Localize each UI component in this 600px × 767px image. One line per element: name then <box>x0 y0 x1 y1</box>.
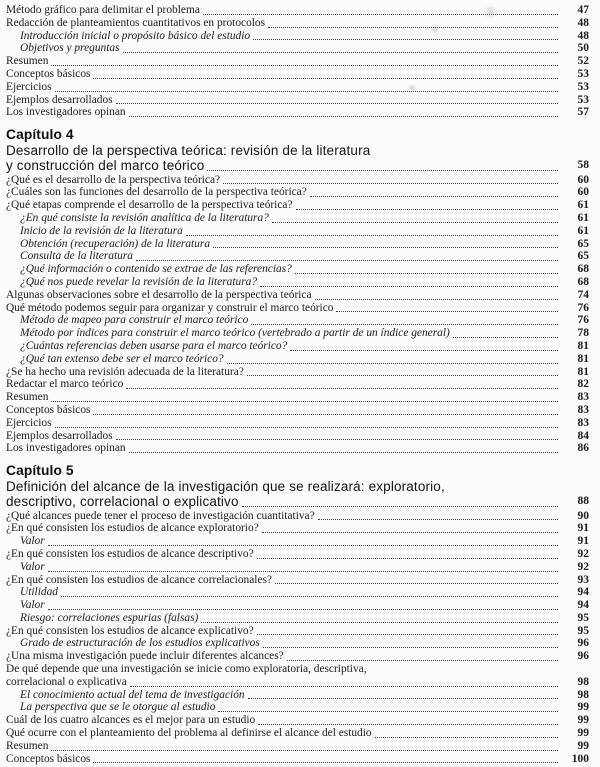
toc-entry-text: Introducción inicial o propósito básico del estudio <box>20 29 251 42</box>
page-number: 53 <box>577 67 589 80</box>
dot-leader <box>51 391 558 402</box>
toc-entry-text: Método de mapeo para construir el marco teórico <box>20 314 249 327</box>
chapter-section <box>6 462 589 765</box>
toc-entry <box>6 625 589 638</box>
page-number: 76 <box>577 301 589 314</box>
toc-entry <box>6 212 589 225</box>
page-number: 53 <box>577 80 589 93</box>
page-number: 100 <box>571 752 589 765</box>
page-number: 99 <box>577 739 589 752</box>
toc-entry <box>6 17 589 30</box>
toc-entry <box>6 30 589 43</box>
dot-leader <box>260 276 558 287</box>
toc-entry <box>6 650 589 663</box>
page-number: 58 <box>577 159 589 172</box>
page-number: 99 <box>577 727 589 740</box>
toc-entry-text: Los investigadores opinan <box>6 442 126 455</box>
dot-leader <box>295 263 558 274</box>
dot-leader <box>223 174 558 185</box>
toc-entry <box>6 727 589 740</box>
toc-entry <box>6 314 589 327</box>
page-number: 99 <box>577 714 589 727</box>
toc-entry-text: Obtención (recuperación) de la literatura <box>20 237 211 250</box>
toc-entry <box>6 417 589 430</box>
toc-entry-text: ¿En qué consiste la revisión analítica de la literatura? <box>20 211 269 224</box>
page-number: 83 <box>577 416 589 429</box>
dot-leader <box>201 612 558 623</box>
toc-entry <box>6 327 589 340</box>
dot-leader <box>290 340 558 351</box>
dot-leader <box>126 378 558 389</box>
page-number: 48 <box>577 29 589 42</box>
toc-entry-text: Grado de estructuración de los estudios explicativos <box>20 637 260 650</box>
toc-entry-text: Valor <box>20 535 45 548</box>
page-number: 84 <box>577 429 589 442</box>
toc-entry <box>6 4 589 17</box>
toc-entry <box>6 186 589 199</box>
dot-leader <box>207 158 558 170</box>
toc-entry-text: Conceptos básicos <box>6 752 91 765</box>
toc-entry-text: ¿Una misma investigación puede incluir diferentes alcances? <box>6 650 284 663</box>
page-number: 47 <box>577 4 589 16</box>
toc-entry <box>6 599 589 612</box>
toc-entry-text: ¿Se ha hecho una revisión adecuada de la literatura? <box>6 365 244 378</box>
dot-leader <box>51 55 558 66</box>
toc-entry-text: Conceptos básicos <box>6 403 91 416</box>
toc-entry <box>6 535 589 548</box>
page-number: 81 <box>577 352 589 365</box>
toc-entry-text: Resumen <box>6 739 49 752</box>
toc-entry <box>6 442 589 455</box>
toc-entry <box>6 106 589 119</box>
chapter-title-line: Desarrollo de la perspectiva teórica: revisión de la literatura <box>6 143 371 159</box>
toc-entry <box>6 510 589 523</box>
dot-leader <box>116 94 558 105</box>
page-number: 76 <box>577 314 589 327</box>
page-number: 74 <box>577 288 589 301</box>
dot-leader <box>116 430 558 441</box>
toc-entry-text: Valor <box>20 599 45 612</box>
dot-leader <box>263 637 558 648</box>
toc-entry <box>6 714 589 727</box>
toc-entry-text: ¿Qué etapas comprende el desarrollo de la perspectiva teórica? <box>6 199 293 212</box>
toc-entry-first-line: De qué depende que una investigación se inicie como exploratoria, descriptiva, <box>6 663 367 676</box>
dot-leader <box>242 494 558 506</box>
dot-leader <box>258 714 558 725</box>
toc-entry-text: Redacción de planteamientos cuantitativos en protocolos <box>6 16 266 29</box>
dot-leader <box>275 574 558 585</box>
dot-leader <box>136 250 558 261</box>
page-number: 91 <box>577 522 589 535</box>
dot-leader <box>310 186 558 197</box>
toc-entry <box>6 701 589 714</box>
toc-entry-text: ¿Qué nos puede revelar la revisión de la literatura? <box>20 275 258 288</box>
page-number: 88 <box>577 495 589 508</box>
dot-leader <box>213 238 558 249</box>
toc-entry <box>6 740 589 753</box>
toc-entry-text: Ejemplos desarrollados <box>6 93 113 106</box>
dot-leader <box>296 199 558 210</box>
page-number: 94 <box>577 586 589 599</box>
toc-entry-text: Ejemplos desarrollados <box>6 429 113 442</box>
toc-entry-text: Utilidad <box>20 586 58 599</box>
toc-entry <box>6 340 589 353</box>
toc-entry-text: Los investigadores opinan <box>6 106 126 119</box>
dot-leader <box>129 442 558 453</box>
dot-leader <box>248 689 558 700</box>
dot-leader <box>93 68 558 79</box>
page-number: 86 <box>577 442 589 455</box>
page-number: 82 <box>577 378 589 391</box>
toc-entry <box>6 225 589 238</box>
page-number: 68 <box>577 263 589 276</box>
dot-leader <box>247 366 558 377</box>
toc-entry <box>6 612 589 625</box>
dot-leader <box>48 535 558 546</box>
chapter-title-row <box>6 158 589 173</box>
page-number: 98 <box>577 688 589 701</box>
toc-entry-text: Valor <box>20 560 45 573</box>
page-number: 95 <box>577 624 589 637</box>
dot-leader <box>55 81 558 92</box>
dot-leader <box>48 561 558 572</box>
toc-entry <box>6 561 589 574</box>
toc-entry <box>6 676 589 689</box>
page-number: 90 <box>577 509 589 522</box>
toc-entry-text: ¿En qué consisten los estudios de alcance correlacionales? <box>6 573 272 586</box>
page-number: 61 <box>577 224 589 237</box>
page-number: 83 <box>577 403 589 416</box>
toc-entry <box>6 276 589 289</box>
dot-leader <box>257 548 558 559</box>
dot-leader <box>315 289 558 300</box>
dot-leader <box>272 212 558 223</box>
toc-entry-text: ¿En qué consisten los estudios de alcance explicativo? <box>6 624 254 637</box>
page-number: 98 <box>577 675 589 688</box>
page-number: 78 <box>577 327 589 340</box>
chapter-title-text: descriptivo, correlacional o explicativo <box>6 494 239 510</box>
toc-entry <box>6 391 589 404</box>
toc-entry <box>6 548 589 561</box>
toc-entry <box>6 68 589 81</box>
toc-entry <box>6 753 589 766</box>
chapter-title-text: y construcción del marco teórico <box>6 158 205 174</box>
toc-entry <box>6 430 589 443</box>
page-number: 81 <box>577 365 589 378</box>
dot-leader <box>257 625 558 636</box>
dot-leader <box>48 599 558 610</box>
toc-entry <box>6 238 589 251</box>
dot-leader <box>218 701 558 712</box>
toc-entry <box>6 404 589 417</box>
page-number: 60 <box>577 186 589 199</box>
dot-leader <box>287 650 558 661</box>
toc-entry-text: ¿Qué tan extenso debe ser el marco teórico? <box>20 352 224 365</box>
toc-entry <box>6 94 589 107</box>
toc-entry-text: Redactar el marco teórico <box>6 378 124 391</box>
toc-entry <box>6 689 589 702</box>
page-number: 53 <box>577 93 589 106</box>
page-number: 50 <box>577 42 589 55</box>
dot-leader <box>262 522 558 533</box>
toc-entry-text: Método por índices para construir el marco teórico (vertebrado a partir de un índice general) <box>20 327 450 340</box>
page-number: 95 <box>577 611 589 624</box>
dot-leader <box>93 404 558 415</box>
dot-leader <box>129 106 558 117</box>
chapter-heading: Capítulo 5 <box>6 463 74 479</box>
toc-entry-text: Inicio de la revisión de la literatura <box>20 224 183 237</box>
dot-leader <box>268 17 558 28</box>
chapter-heading: Capítulo 4 <box>6 127 74 143</box>
dot-leader <box>336 302 558 313</box>
toc-entry <box>6 199 589 212</box>
toc-entry-text: ¿En qué consisten los estudios de alcance descriptivo? <box>6 547 254 560</box>
toc-entry-text: ¿Qué información o contenido se extrae de las referencias? <box>20 263 292 276</box>
toc-entry-text: ¿Qué es el desarrollo de la perspectiva teórica? <box>6 173 221 186</box>
toc-entry-text: Qué ocurre con el planteamiento del problema al definirse el alcance del estudio <box>6 727 372 740</box>
toc-entry-text: Riesgo: correlaciones espurias (falsas) <box>20 611 199 624</box>
toc-entry-text: ¿Cuántas referencias deben usarse para el marco teórico? <box>20 339 288 352</box>
toc-entry <box>6 55 589 68</box>
dot-leader <box>130 676 558 687</box>
dot-leader <box>203 4 558 15</box>
toc-entry-text: Objetivos y preguntas <box>20 42 120 55</box>
toc-entry-text: La perspectiva que se le otorgue al estudio <box>20 701 216 714</box>
toc-entry-text: El conocimiento actual del tema de investigación <box>20 688 245 701</box>
dot-leader <box>227 353 558 364</box>
dot-leader <box>55 417 558 428</box>
toc-entry-text: Resumen <box>6 391 49 404</box>
page-number: 52 <box>577 55 589 68</box>
toc-entry-text: Método gráfico para delimitar el problema <box>6 4 200 16</box>
toc-entry <box>6 637 589 650</box>
toc-entry-text: correlacional o explicativa <box>6 675 127 688</box>
toc-entry-text: ¿Qué alcances puede tener el proceso de investigación cuantitativa? <box>6 509 315 522</box>
dot-leader <box>453 327 558 338</box>
dot-leader <box>123 42 558 53</box>
toc-entry <box>6 366 589 379</box>
toc-entry-text: Conceptos básicos <box>6 67 91 80</box>
toc-entry-text: Cuál de los cuatro alcances es el mejor para un estudio <box>6 714 256 727</box>
dot-leader <box>253 30 558 41</box>
page-number: 61 <box>577 211 589 224</box>
page-number: 92 <box>577 547 589 560</box>
toc-section <box>6 4 589 119</box>
toc-entry <box>6 353 589 366</box>
toc-entry <box>6 378 589 391</box>
page-number: 94 <box>577 599 589 612</box>
page-number: 92 <box>577 560 589 573</box>
page-number: 65 <box>577 237 589 250</box>
page-number: 81 <box>577 339 589 352</box>
dot-leader <box>375 727 558 738</box>
page-number: 91 <box>577 535 589 548</box>
dot-leader <box>61 586 558 597</box>
toc-entry-text: ¿Cuáles son las funciones del desarrollo de la perspectiva teórica? <box>6 186 307 199</box>
toc-entry-text: Resumen <box>6 55 49 68</box>
toc-entry <box>6 250 589 263</box>
page-number: 96 <box>577 637 589 650</box>
chapter-section <box>6 126 589 455</box>
toc-entry <box>6 586 589 599</box>
page-number: 57 <box>577 106 589 119</box>
dot-leader <box>93 753 558 764</box>
toc-entry <box>6 263 589 276</box>
toc-entry <box>6 522 589 535</box>
page-number: 96 <box>577 650 589 663</box>
dot-leader <box>318 510 558 521</box>
chapter-title-line: Definición del alcance de la investigación que se realizará: exploratorio, <box>6 479 445 495</box>
toc-entry <box>6 42 589 55</box>
toc-entry-text: ¿En qué consisten los estudios de alcance exploratorio? <box>6 522 259 535</box>
page-number: 48 <box>577 16 589 29</box>
page-number: 83 <box>577 391 589 404</box>
toc-entry <box>6 289 589 302</box>
toc-entry-text: Consulta de la literatura <box>20 250 133 263</box>
page-number: 61 <box>577 199 589 212</box>
dot-leader <box>51 740 558 751</box>
page-number: 68 <box>577 275 589 288</box>
chapter-title-row <box>6 494 589 509</box>
toc-entry <box>6 302 589 315</box>
toc-entry-text: Algunas observaciones sobre el desarrollo de la perspectiva teórica <box>6 288 312 301</box>
toc-entry <box>6 81 589 94</box>
toc-entry-text: Ejercicios <box>6 80 52 93</box>
page-number: 65 <box>577 250 589 263</box>
page-number: 93 <box>577 573 589 586</box>
toc-entry <box>6 174 589 187</box>
toc-entry-text: Ejercicios <box>6 416 52 429</box>
toc-entry <box>6 574 589 587</box>
page-number: 99 <box>577 701 589 714</box>
dot-leader <box>186 225 558 236</box>
page-number: 60 <box>577 173 589 186</box>
toc-entry-text: Qué método podemos seguir para organizar y construir el marco teórico <box>6 301 334 314</box>
dot-leader <box>251 314 558 325</box>
